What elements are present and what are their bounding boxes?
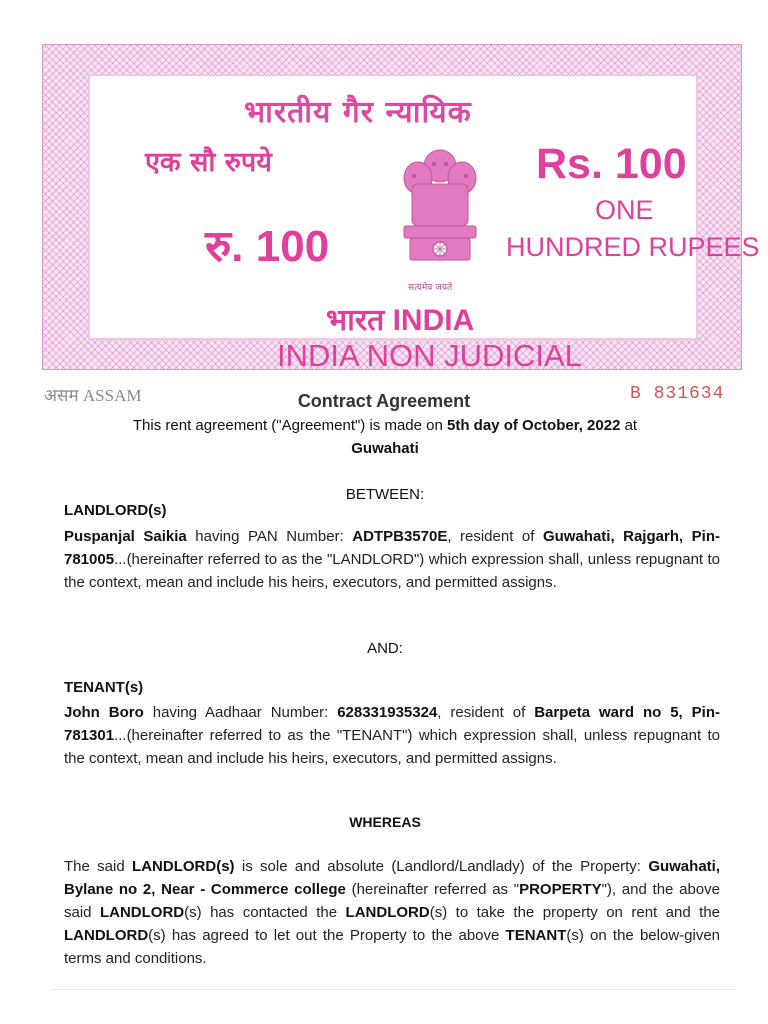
property-bold-5: LANDLORD xyxy=(345,904,430,921)
property-text-8: (s) on the below-given terms and conditions. xyxy=(64,927,721,967)
property-text-1: The said xyxy=(64,858,133,875)
stamp-hindi-amount: एक सौ रुपये xyxy=(145,147,272,178)
stamp-one: ONE xyxy=(595,195,654,225)
ashoka-emblem-icon xyxy=(390,144,490,272)
tenant-text-3: ...(hereinafter referred to as the "TENANT") which expression shall, unless repugnant to the context, mean and include his heirs, executors, and permitted assigns. xyxy=(64,727,720,767)
stamp-inner-panel xyxy=(90,76,760,373)
stamp-rupee-english: Rs. 100 xyxy=(536,140,687,188)
property-bold-3: PROPERTY xyxy=(519,881,602,898)
tenant-paragraph xyxy=(64,701,720,770)
property-bold-7: TENANT xyxy=(505,927,567,944)
stamp-state-label: असम ASSAM xyxy=(44,386,142,405)
landlord-heading: LANDLORD(s) xyxy=(64,502,167,519)
intro-prefix: This rent agreement ("Agreement") is made on xyxy=(132,417,448,434)
property-text-5: (s) has contacted the xyxy=(184,904,346,921)
non-judicial-stamp xyxy=(42,44,760,373)
landlord-paragraph xyxy=(64,525,720,594)
tenant-heading: TENANT(s) xyxy=(64,679,144,696)
agreement-date: 5th day of October, 2022 xyxy=(447,417,621,434)
stamp-serial-number: B 831634 xyxy=(630,384,725,404)
document-title: Contract Agreement xyxy=(297,391,471,411)
stamp-bharat-india: भारत INDIA xyxy=(326,304,475,337)
bottom-divider xyxy=(52,989,736,990)
property-bold-1: LANDLORD(s) xyxy=(132,858,235,875)
landlord-text-3: ...(hereinafter referred to as the "LANDLORD") which expression shall, unless repugnant to the context, mean and include his heirs, executors, and permitted assigns. xyxy=(64,551,720,591)
property-paragraph xyxy=(64,855,720,970)
property-text-7: (s) has agreed to let out the Property to the above xyxy=(148,927,506,944)
landlord-text-1: having PAN Number: xyxy=(186,528,353,545)
property-text-2: is sole and absolute (Landlord/Landlady) of the Property: xyxy=(234,858,649,875)
property-bold-4: LANDLORD xyxy=(99,904,185,921)
property-address: Guwahati, Bylane no 2, Near - Commerce college xyxy=(64,858,720,898)
intro-line xyxy=(60,414,710,460)
landlord-text-2: , resident of xyxy=(447,528,543,545)
property-bold-6: LANDLORD xyxy=(64,927,149,944)
and-label: AND: xyxy=(367,640,403,657)
intro-suffix: at xyxy=(620,417,638,434)
tenant-aadhaar: 628331935324 xyxy=(337,704,438,721)
whereas-label: WHEREAS xyxy=(349,814,421,830)
stamp-non-judicial: INDIA NON JUDICIAL xyxy=(277,338,582,373)
tenant-address: Barpeta ward no 5, Pin- 781301 xyxy=(64,704,721,744)
stamp-rupee-hindi: रु. 100 xyxy=(205,222,330,271)
between-label: BETWEEN: xyxy=(345,486,425,503)
agreement-place: Guwahati xyxy=(351,440,419,457)
tenant-name: John Boro xyxy=(64,704,144,721)
stamp-hindi-header: भारतीय गैर न्यायिक xyxy=(244,95,472,130)
tenant-text-1: having Aadhaar Number: xyxy=(143,704,338,721)
landlord-address: Guwahati, Rajgarh, Pin-781005 xyxy=(64,528,720,568)
property-text-6: (s) to take the property on rent and the xyxy=(429,904,721,921)
stamp-hundred-rupees: HUNDRED RUPEES xyxy=(506,232,760,262)
stamp-motto: सत्यमेव जयते xyxy=(408,283,453,293)
tenant-text-2: , resident of xyxy=(437,704,535,721)
property-text-4: "), and the above said xyxy=(64,881,720,921)
landlord-pan: ADTPB3570E xyxy=(352,528,448,545)
property-text-3: (hereinafter referred as " xyxy=(345,881,520,898)
landlord-name: Puspanjal Saikia xyxy=(64,528,187,545)
